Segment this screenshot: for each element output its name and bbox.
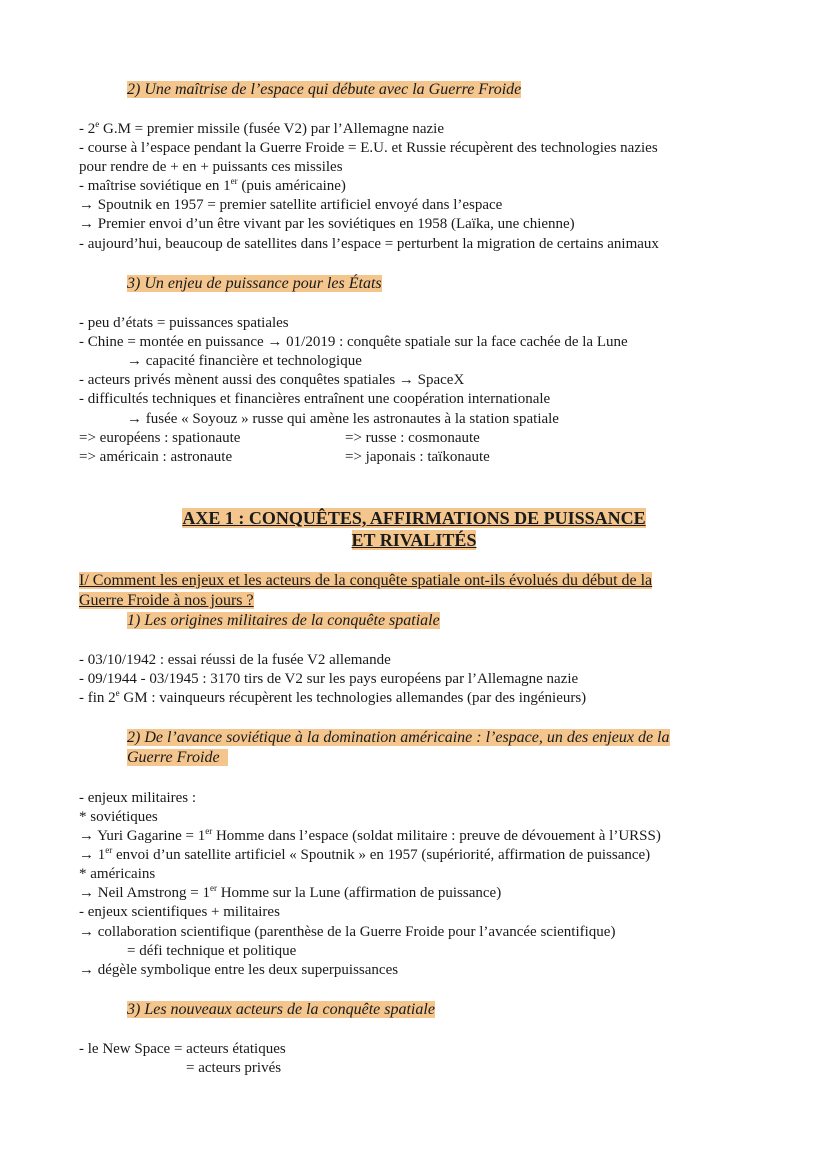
text-line: * soviétiques bbox=[79, 809, 158, 825]
text-line: - aujourd’hui, beaucoup de satellites dans l’espace = perturbent la migration de certains animaux bbox=[79, 236, 659, 252]
text-line: - maîtrise soviétique en 1er (puis américaine) bbox=[79, 176, 346, 194]
text-line: => américain : astronaute bbox=[79, 449, 233, 465]
text-line: → Spoutnik en 1957 = premier satellite artificiel envoyé dans l’espace bbox=[79, 197, 503, 213]
text-line: => japonais : taïkonaute bbox=[345, 449, 490, 465]
text-line: pour rendre de + en + puissants ces missiles bbox=[79, 159, 343, 175]
text-line: - course à l’espace pendant la Guerre Froide = E.U. et Russie récupèrent des technologies nazies bbox=[79, 140, 658, 156]
text-line: → Yuri Gagarine = 1er Homme dans l’espace (soldat militaire : preuve de dévouement à l’URSS) bbox=[79, 826, 661, 844]
axe-title-line-1: AXE 1 : CONQUÊTES, AFFIRMATIONS DE PUISSANCE bbox=[182, 508, 646, 528]
section-heading: 1) Les origines militaires de la conquête spatiale bbox=[127, 612, 440, 629]
text-line: → capacité financière et technologique bbox=[127, 353, 362, 369]
section-heading: 2) De l’avance soviétique à la domination américaine : l’espace, un des enjeux de la bbox=[127, 729, 670, 746]
text-line: => russe : cosmonaute bbox=[345, 430, 480, 446]
part-title-line-2: Guerre Froide à nos jours ? bbox=[79, 592, 254, 609]
text-line: - peu d’états = puissances spatiales bbox=[79, 315, 289, 331]
text-line: = acteurs privés bbox=[186, 1060, 282, 1076]
text-line: → 1er envoi d’un satellite artificiel « Spoutnik » en 1957 (supériorité, affirmation de puissance) bbox=[79, 845, 651, 863]
text-line: - 03/10/1942 : essai réussi de la fusée V2 allemande bbox=[79, 652, 391, 668]
section-heading: 3) Les nouveaux acteurs de la conquête spatiale bbox=[127, 1001, 435, 1018]
text-line: - 09/1944 - 03/1945 : 3170 tirs de V2 sur les pays européens par l’Allemagne nazie bbox=[79, 671, 579, 687]
text-line: → fusée « Soyouz » russe qui amène les astronautes à la station spatiale bbox=[127, 411, 559, 427]
text-line: - enjeux militaires : bbox=[79, 790, 197, 806]
text-line: - 2e G.M = premier missile (fusée V2) par l’Allemagne nazie bbox=[79, 119, 444, 137]
part-title-line-1: I/ Comment les enjeux et les acteurs de la conquête spatiale ont-ils évolués du début de la bbox=[79, 572, 653, 589]
text-line: => européens : spationaute bbox=[79, 430, 241, 446]
text-line: - difficultés techniques et financières entraînent une coopération internationale bbox=[79, 391, 551, 407]
axe-title-line-2: ET RIVALITÉS bbox=[351, 530, 477, 550]
text-line: → collaboration scientifique (parenthèse de la Guerre Froide pour l’avancée scientifique) bbox=[79, 924, 616, 940]
section-heading: Guerre Froide bbox=[127, 748, 228, 768]
text-line: - enjeux scientifiques + militaires bbox=[79, 904, 280, 920]
section-heading: 3) Un enjeu de puissance pour les États bbox=[127, 275, 382, 292]
text-line: → dégèle symbolique entre les deux superpuissances bbox=[79, 962, 399, 978]
text-line: → Neil Amstrong = 1er Homme sur la Lune (affirmation de puissance) bbox=[79, 883, 502, 901]
text-line: - Chine = montée en puissance → 01/2019 : conquête spatiale sur la face cachée de la Lune bbox=[79, 334, 628, 350]
text-line: * américains bbox=[79, 866, 156, 882]
section-heading: 2) Une maîtrise de l’espace qui débute avec la Guerre Froide bbox=[127, 81, 522, 98]
text-line: = défi technique et politique bbox=[127, 943, 297, 959]
text-line: → Premier envoi d’un être vivant par les soviétiques en 1958 (Laïka, une chienne) bbox=[79, 216, 575, 232]
text-line: - fin 2e GM : vainqueurs récupèrent les technologies allemandes (par des ingénieurs) bbox=[79, 688, 587, 706]
text-line: - le New Space = acteurs étatiques bbox=[79, 1041, 286, 1057]
text-line: - acteurs privés mènent aussi des conquêtes spatiales → SpaceX bbox=[79, 372, 465, 388]
